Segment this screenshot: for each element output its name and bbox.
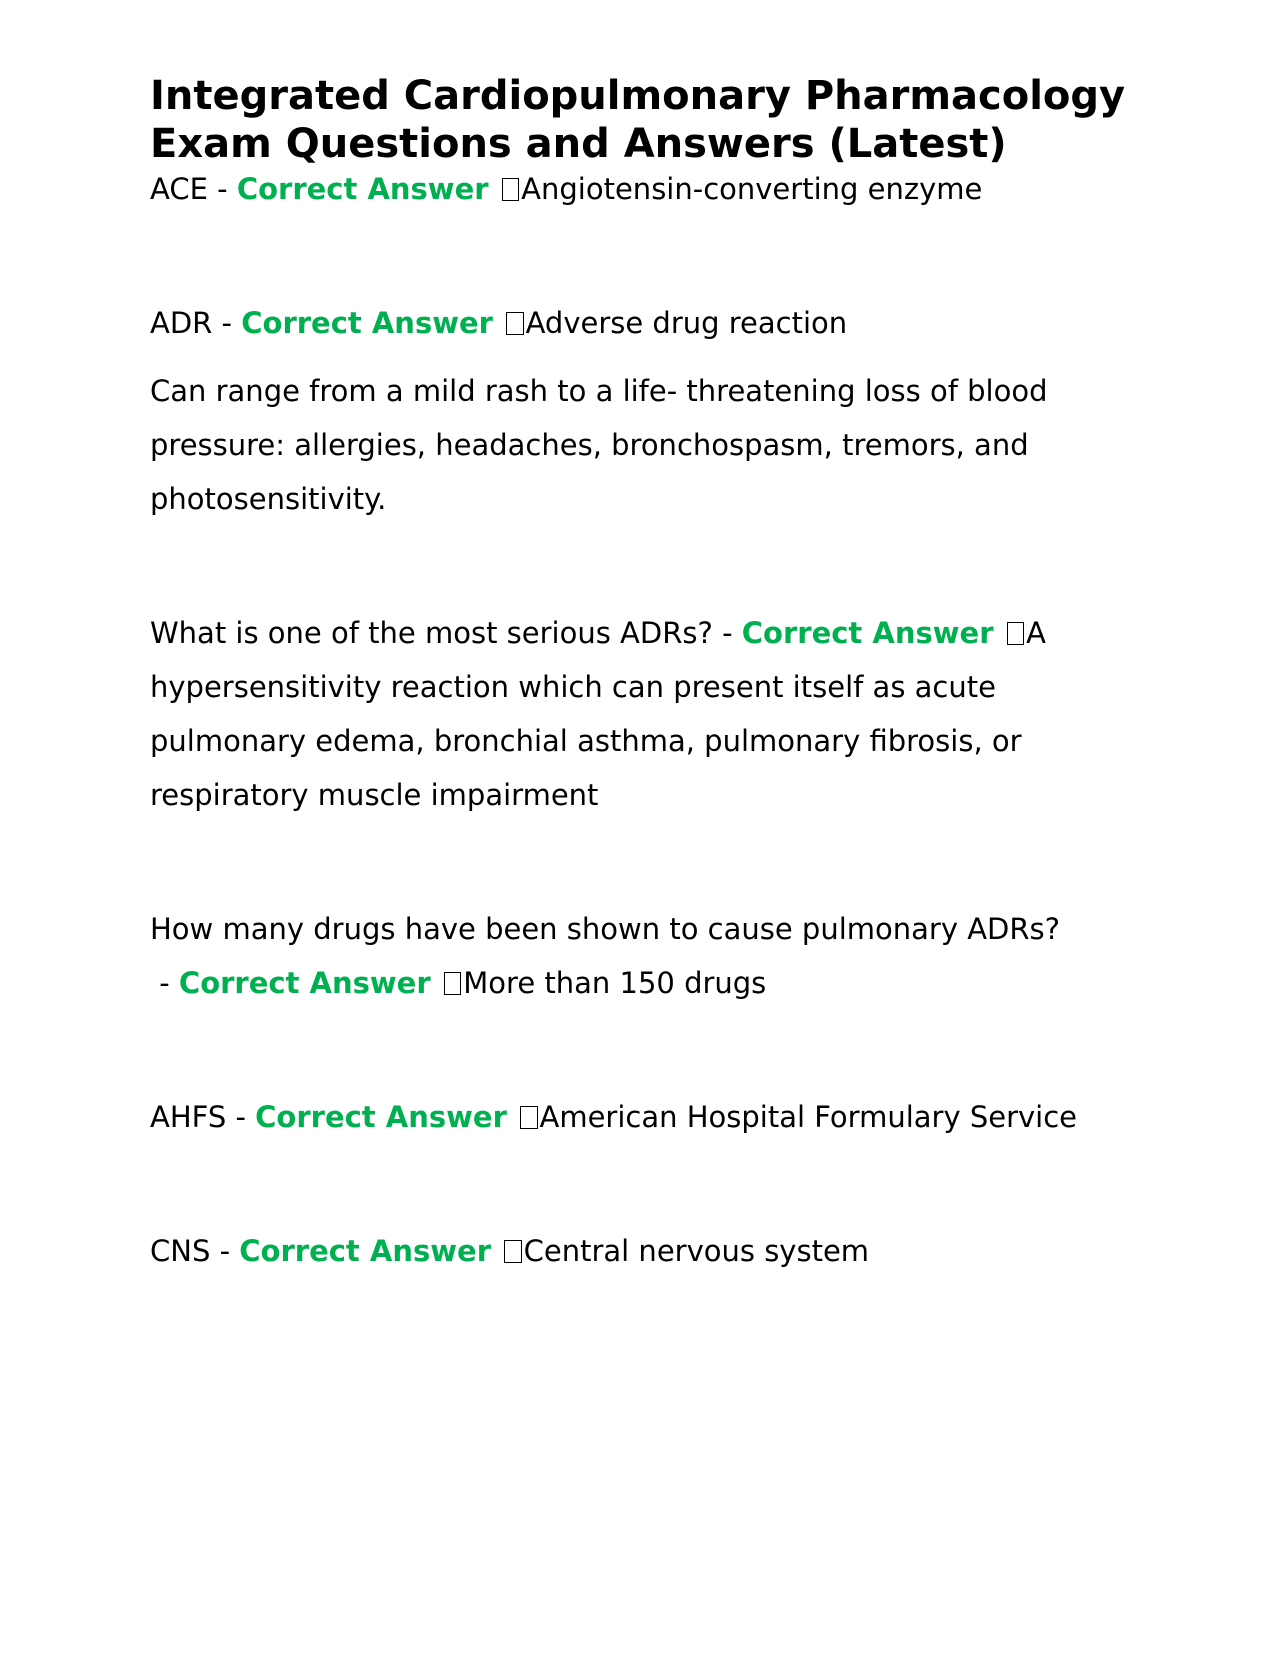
qa-line <box>150 1090 1130 1144</box>
missing-glyph-icon <box>520 1106 537 1130</box>
qa-item <box>150 1090 1130 1144</box>
qa-line <box>150 296 1130 350</box>
correct-answer-label: Correct Answer <box>241 306 493 340</box>
correct-answer-label: Correct Answer <box>236 172 489 206</box>
question-term: How many drugs have been shown to cause pulmonary ADRs? <box>150 912 1061 946</box>
qa-line <box>150 902 1130 1010</box>
question-term: ADR <box>150 306 213 340</box>
answer-text: American Hospital Formulary Service <box>539 1100 1078 1134</box>
separator: - <box>207 172 237 206</box>
qa-item <box>150 296 1130 526</box>
correct-answer-label: Correct Answer <box>239 1234 492 1268</box>
answer-text: Central nervous system <box>523 1234 870 1268</box>
document-title: Integrated Cardiopulmonary Pharmacology Exam Questions and Answers (Latest) <box>150 73 1126 167</box>
qa-item <box>150 162 1130 216</box>
separator: - <box>226 1100 256 1134</box>
qa-line <box>150 606 1130 822</box>
question-term: What is one of the most serious ADRs? <box>150 616 713 650</box>
missing-glyph-icon <box>1007 622 1024 646</box>
separator: - <box>210 1234 240 1268</box>
answer-text: A hypersensitivity reaction which can present itself as acute pulmonary edema, bronchial asthma, pulmonary fibrosis, or respiratory muscle impairment <box>150 616 1046 812</box>
qa-item <box>150 606 1130 822</box>
qa-item <box>150 902 1130 1010</box>
missing-glyph-icon <box>504 1240 521 1264</box>
qa-line <box>150 1224 1130 1278</box>
answer-detail: Can range from a mild rash to a life- threatening loss of blood pressure: allergies, headaches, bronchospasm, tremors, and photosensitivity. <box>150 374 1048 516</box>
document-page <box>150 72 1130 1278</box>
correct-answer-label: Correct Answer <box>741 616 994 650</box>
qa-line <box>150 162 1130 216</box>
correct-answer-label: Correct Answer <box>255 1100 507 1134</box>
question-term: AHFS <box>150 1100 227 1134</box>
separator: - <box>212 306 242 340</box>
separator: - <box>150 966 179 1000</box>
missing-glyph-icon <box>502 178 519 202</box>
answer-text: More than 150 drugs <box>463 966 767 1000</box>
correct-answer-label: Correct Answer <box>178 966 431 1000</box>
missing-glyph-icon <box>444 972 461 996</box>
answer-text: Angiotensin-converting enzyme <box>521 172 983 206</box>
missing-glyph-icon <box>506 312 523 336</box>
qa-item <box>150 1224 1130 1278</box>
question-term: CNS <box>150 1234 211 1268</box>
answer-text: Adverse drug reaction <box>525 306 848 340</box>
separator: - <box>712 616 742 650</box>
question-term: ACE <box>150 172 208 206</box>
